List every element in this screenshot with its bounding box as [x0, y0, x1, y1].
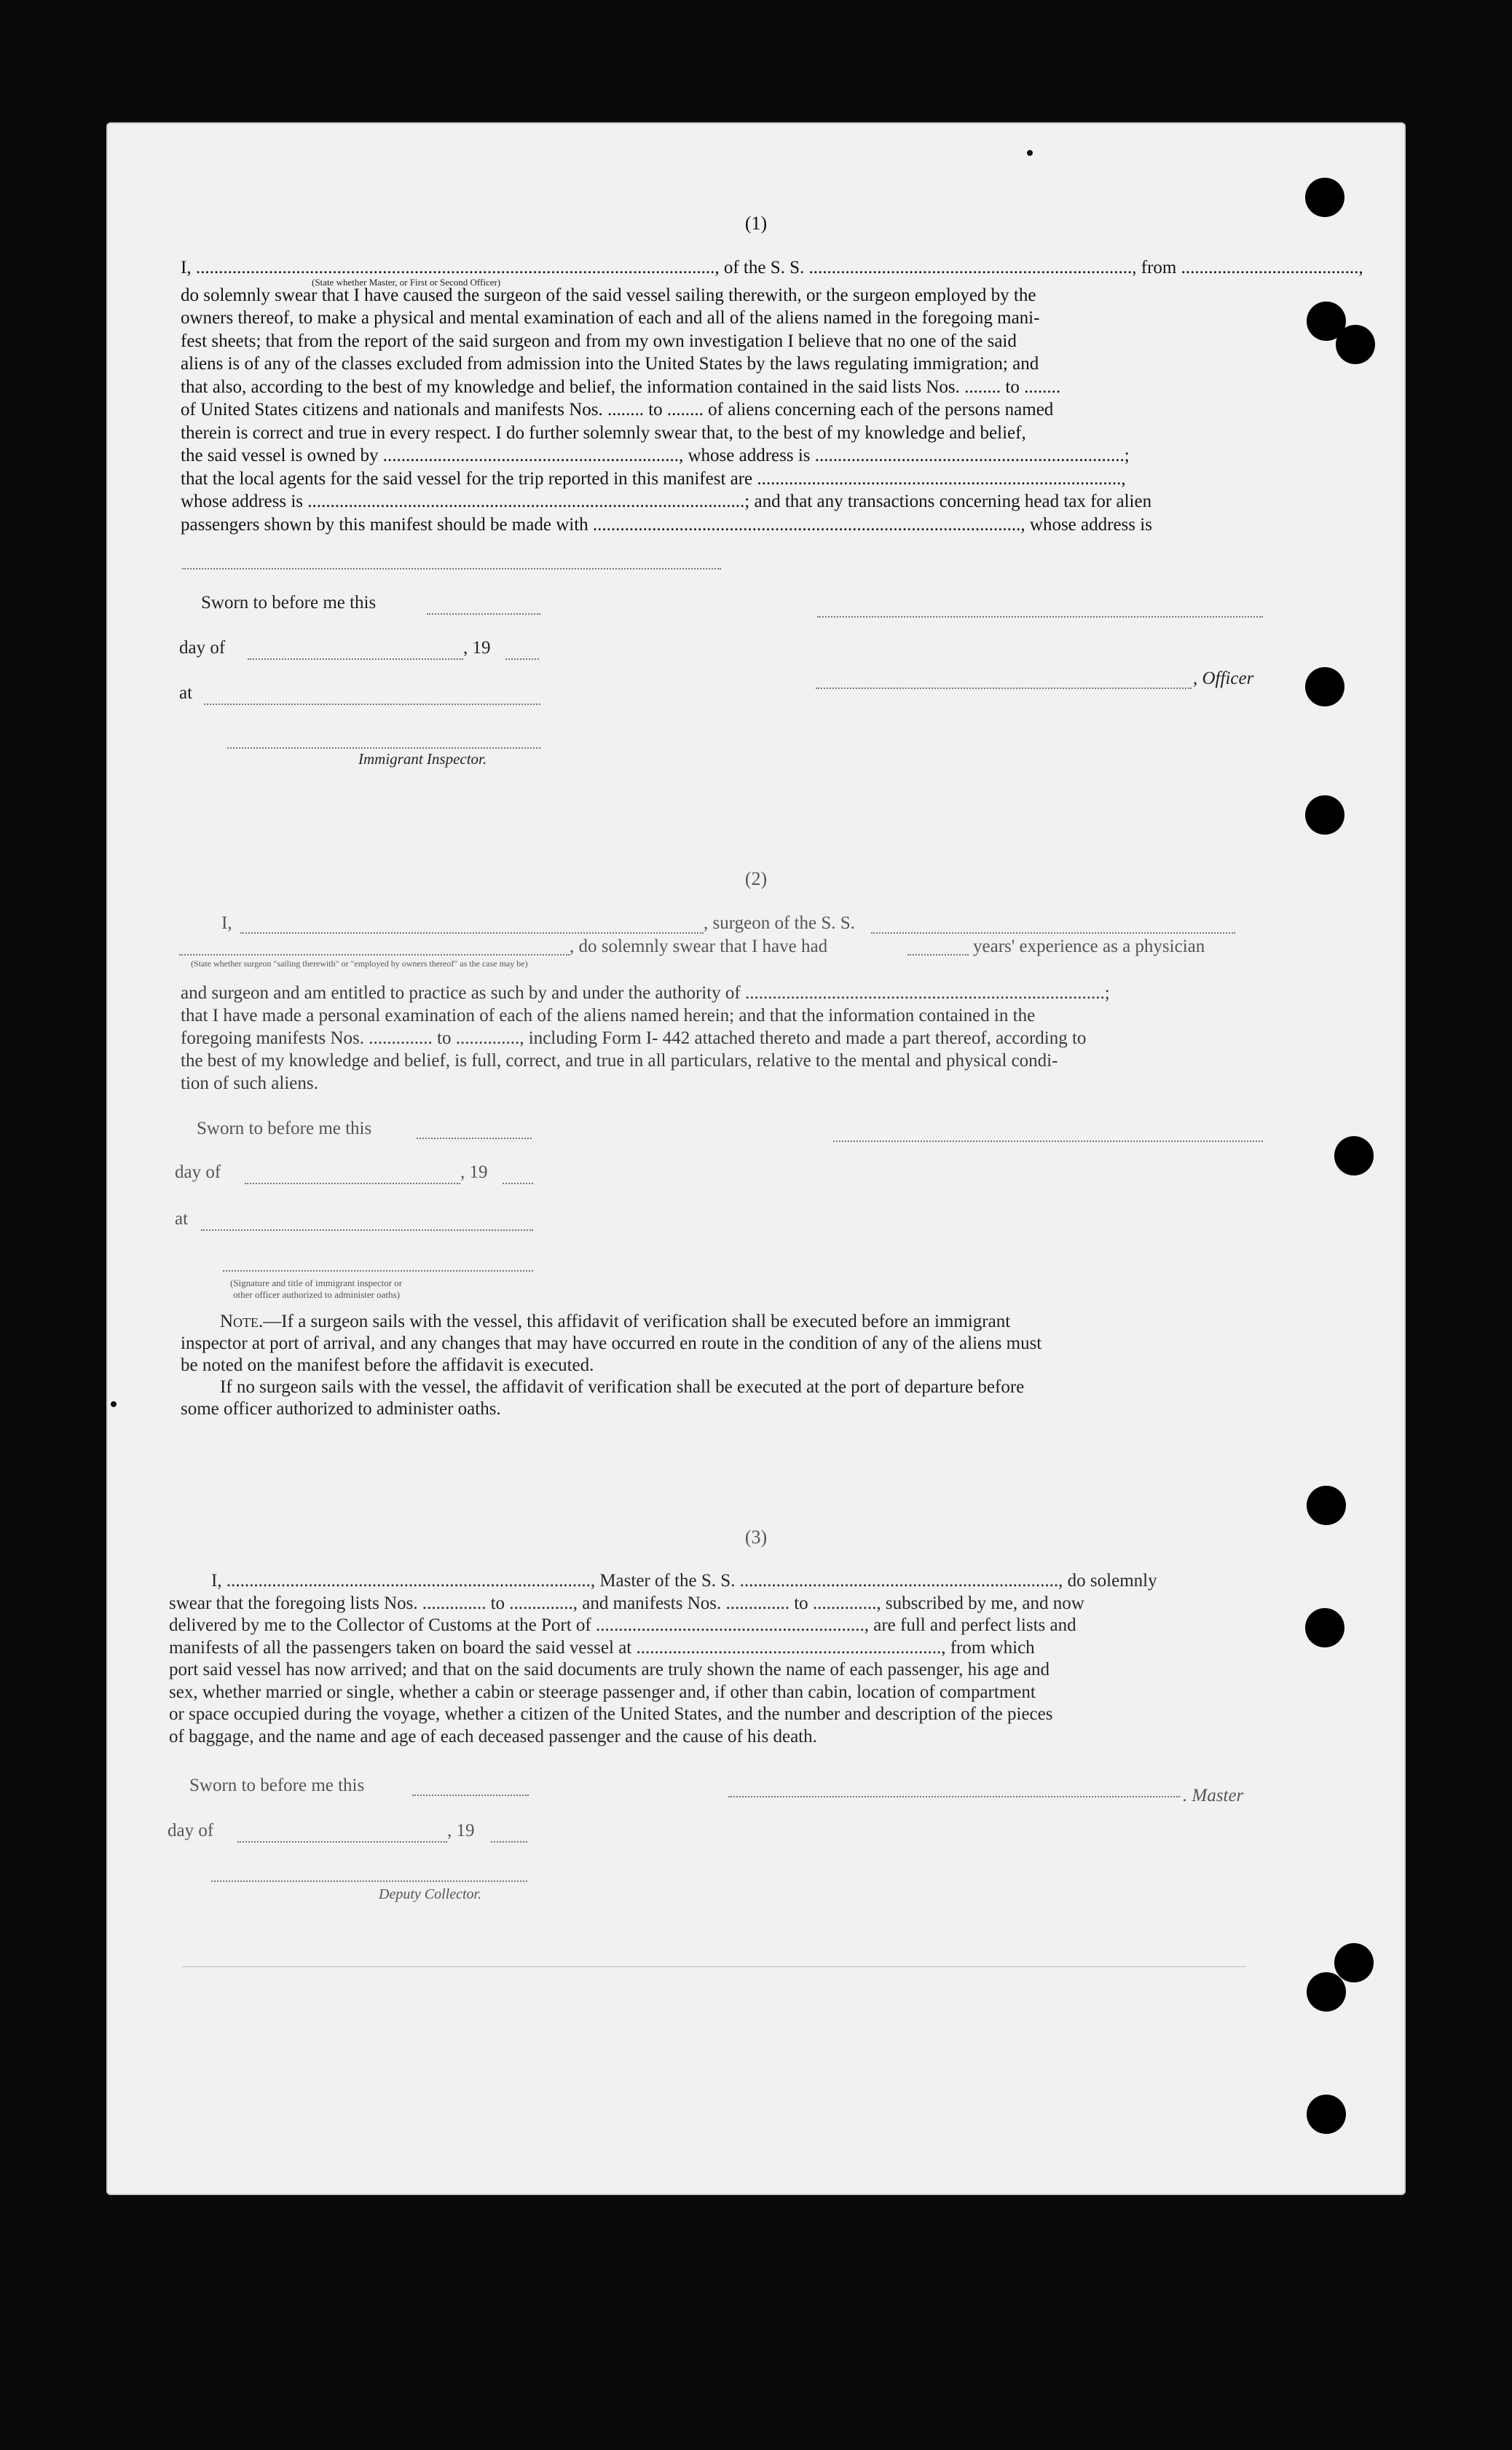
note-line — [181, 1311, 1267, 1333]
section-3-line: delivered by me to the Collector of Customs at the Port of ..........................................................., are full and perfect lists and — [169, 1615, 1076, 1635]
section-1-paragraph — [181, 256, 1363, 536]
sworn-label: Sworn to before me this — [201, 593, 377, 612]
binder-hole — [1307, 1486, 1346, 1525]
section-1-number: (1) — [744, 213, 768, 234]
surgeon-status-line — [179, 954, 570, 956]
year-line-2 — [503, 1183, 533, 1184]
note-line: inspector at port of arrival, and any changes that may have occurred en route in the condition of any of the aliens must — [181, 1334, 1042, 1353]
section-1-line: that the local agents for the said vessel for the trip reported in this manifest are ................................................................................, — [181, 468, 1126, 489]
sworn-line-2 — [417, 1138, 532, 1139]
sworn-label-3: Sworn to before me this — [189, 1776, 365, 1795]
officer-signature-line — [817, 616, 1263, 618]
section-1-line: do solemnly swear that I have caused the surgeon of the said vessel sailing therewith, or the surgeon employed by the — [181, 285, 1036, 305]
years-label: years' experience as a physician — [973, 937, 1205, 956]
section-3-line: or space occupied during the voyage, whether a citizen of the United States, and the number and description of the pieces — [169, 1704, 1053, 1724]
section-3-line: I, ................................................................................, Master of the S. S. ......................................................................, do solemnly — [211, 1571, 1157, 1591]
section-1-line: therein is correct and true in every respect. I do further solemnly swear that, to the best of my knowledge and belief, — [181, 422, 1026, 443]
year-label-3: , 19 — [447, 1821, 475, 1840]
section-2-number: (2) — [744, 868, 768, 889]
section-3-line: sex, whether married or single, whether a cabin or steerage passenger and, if other than cabin, location of compartment — [169, 1682, 1036, 1702]
sworn-line — [427, 613, 540, 615]
note-line: some officer authorized to administer oaths. — [181, 1399, 501, 1419]
note-label: Note. — [220, 1312, 264, 1331]
collector-label: Deputy Collector. — [379, 1886, 482, 1902]
inspector-signature-line — [227, 747, 540, 749]
section-2-line: and surgeon and am entitled to practice as such by and under the authority of ...............................................................................; — [181, 983, 1110, 1003]
section-2-line: the best of my knowledge and belief, is full, correct, and true in all particulars, relative to the mental and physical condi- — [181, 1051, 1058, 1071]
at-line-2 — [201, 1229, 533, 1231]
at-line — [204, 704, 540, 705]
footer-rule — [182, 1966, 1245, 1967]
surgeon-status-note: (State whether surgeon "sailing therewith" or "employed by owners thereof" as the case may be) — [191, 958, 528, 969]
section-3-line: of baggage, and the name and age of each deceased passenger and the cause of his death. — [169, 1726, 817, 1746]
year-line — [505, 658, 539, 660]
section-1-line: aliens is of any of the classes excluded from admission into the United States by the laws regulating immigration; and — [181, 354, 1039, 374]
section-2-line: foregoing manifests Nos. .............. to .............., including Form I- 442 attached thereto and made a part thereof, according to — [181, 1028, 1087, 1048]
surgeon-name-line — [240, 932, 704, 934]
binder-hole — [1305, 178, 1344, 217]
section-1-line: passengers shown by this manifest should be made with .............................................................................................., whose address is — [181, 514, 1152, 535]
officer-label: , Officer — [1193, 669, 1254, 688]
section-1-line: whose address is ................................................................................................; and that any transactions concerning head tax for alien — [181, 492, 1152, 511]
sworn-label-2: Sworn to before me this — [197, 1119, 372, 1138]
day-of-label: day of — [179, 638, 226, 658]
surgeon-of-label: , surgeon of the S. S. — [704, 913, 855, 933]
sworn-line-3 — [412, 1795, 529, 1796]
binder-hole — [1334, 1136, 1374, 1175]
binder-hole — [1305, 1608, 1344, 1647]
binder-hole — [1336, 325, 1375, 364]
year-label: , 19 — [463, 638, 491, 658]
speck — [1027, 150, 1033, 156]
section-3-paragraph — [169, 1570, 1261, 1748]
master-label: . Master — [1183, 1786, 1244, 1805]
section-2-i: I, — [221, 913, 232, 933]
master-note: (State whether Master, or First or Second Officer) — [312, 277, 501, 288]
day-of-label-3: day of — [168, 1821, 214, 1840]
collector-signature-line — [211, 1880, 527, 1882]
day-line — [248, 658, 463, 660]
official-signature-line — [223, 1270, 533, 1272]
section-1-line: of United States citizens and nationals and manifests Nos. ........ to ........ of aliens concerning each of the persons named — [181, 400, 1054, 420]
section-3-line: swear that the foregoing lists Nos. .............. to .............., and manifests Nos. .............. to .............., subscribed by me, and now — [169, 1593, 1084, 1613]
vessel-line — [871, 932, 1235, 934]
swear-label: , do solemnly swear that I have had — [570, 937, 828, 956]
at-label-2: at — [175, 1209, 189, 1229]
day-line-3 — [237, 1841, 447, 1843]
section-1-line: that also, according to the best of my knowledge and belief, the information contained in the said lists Nos. ........ to ........ — [181, 377, 1061, 397]
year-label-2: , 19 — [460, 1162, 488, 1182]
section-2-line: tion of such aliens. — [181, 1074, 318, 1093]
binder-hole — [1307, 2095, 1346, 2134]
section-1-line: fest sheets; that from the report of the said surgeon and from my own investigation I believe that no one of the said — [181, 331, 1017, 351]
section-1-line: the said vessel is owned by ................................................................., whose address is ....................................................................; — [181, 446, 1130, 465]
surgeon-signature-line — [833, 1141, 1263, 1142]
note-text: —If a surgeon sails with the vessel, this affidavit of verification shall be executed before an immigrant — [263, 1312, 1011, 1331]
year-line-3 — [491, 1841, 527, 1843]
day-of-label-2: day of — [175, 1162, 221, 1182]
speck — [111, 1401, 117, 1407]
inspector-label: Immigrant Inspector. — [358, 750, 487, 768]
note-line: If no surgeon sails with the vessel, the affidavit of verification shall be executed at the port of departure before — [220, 1377, 1025, 1397]
master-signature-line — [728, 1796, 1180, 1797]
section-2-line: that I have made a personal examination of each of the aliens named herein; and that the information contained in the — [181, 1006, 1036, 1025]
officer-line — [816, 688, 1192, 689]
section-2-paragraph — [181, 982, 1267, 1095]
binder-hole — [1305, 667, 1344, 706]
address-line — [182, 568, 721, 570]
binder-hole — [1305, 795, 1344, 835]
binder-hole — [1334, 1943, 1374, 1982]
day-line-2 — [245, 1183, 460, 1184]
signature-note-2: other officer authorized to administer oaths) — [233, 1289, 400, 1300]
years-line — [907, 954, 969, 956]
signature-note-1: (Signature and title of immigrant inspector or — [230, 1277, 403, 1288]
section-3-line: manifests of all the passengers taken on board the said vessel at ..................................................................., from which — [169, 1637, 1035, 1658]
section-3-number: (3) — [744, 1527, 768, 1548]
section-1-line: owners thereof, to make a physical and mental examination of each and all of the aliens named in the foregoing mani- — [181, 308, 1040, 328]
note-paragraph — [181, 1311, 1267, 1420]
section-3-line: port said vessel has now arrived; and that on the said documents are truly shown the name of each passenger, his age and — [169, 1660, 1050, 1679]
binder-hole — [1307, 1972, 1346, 2012]
section-1-line: I, .................................................................................................................., of the S. S. ......................................................................., from ......................................., — [181, 258, 1363, 277]
note-line: be noted on the manifest before the affidavit is executed. — [181, 1355, 594, 1375]
at-label: at — [179, 683, 193, 703]
